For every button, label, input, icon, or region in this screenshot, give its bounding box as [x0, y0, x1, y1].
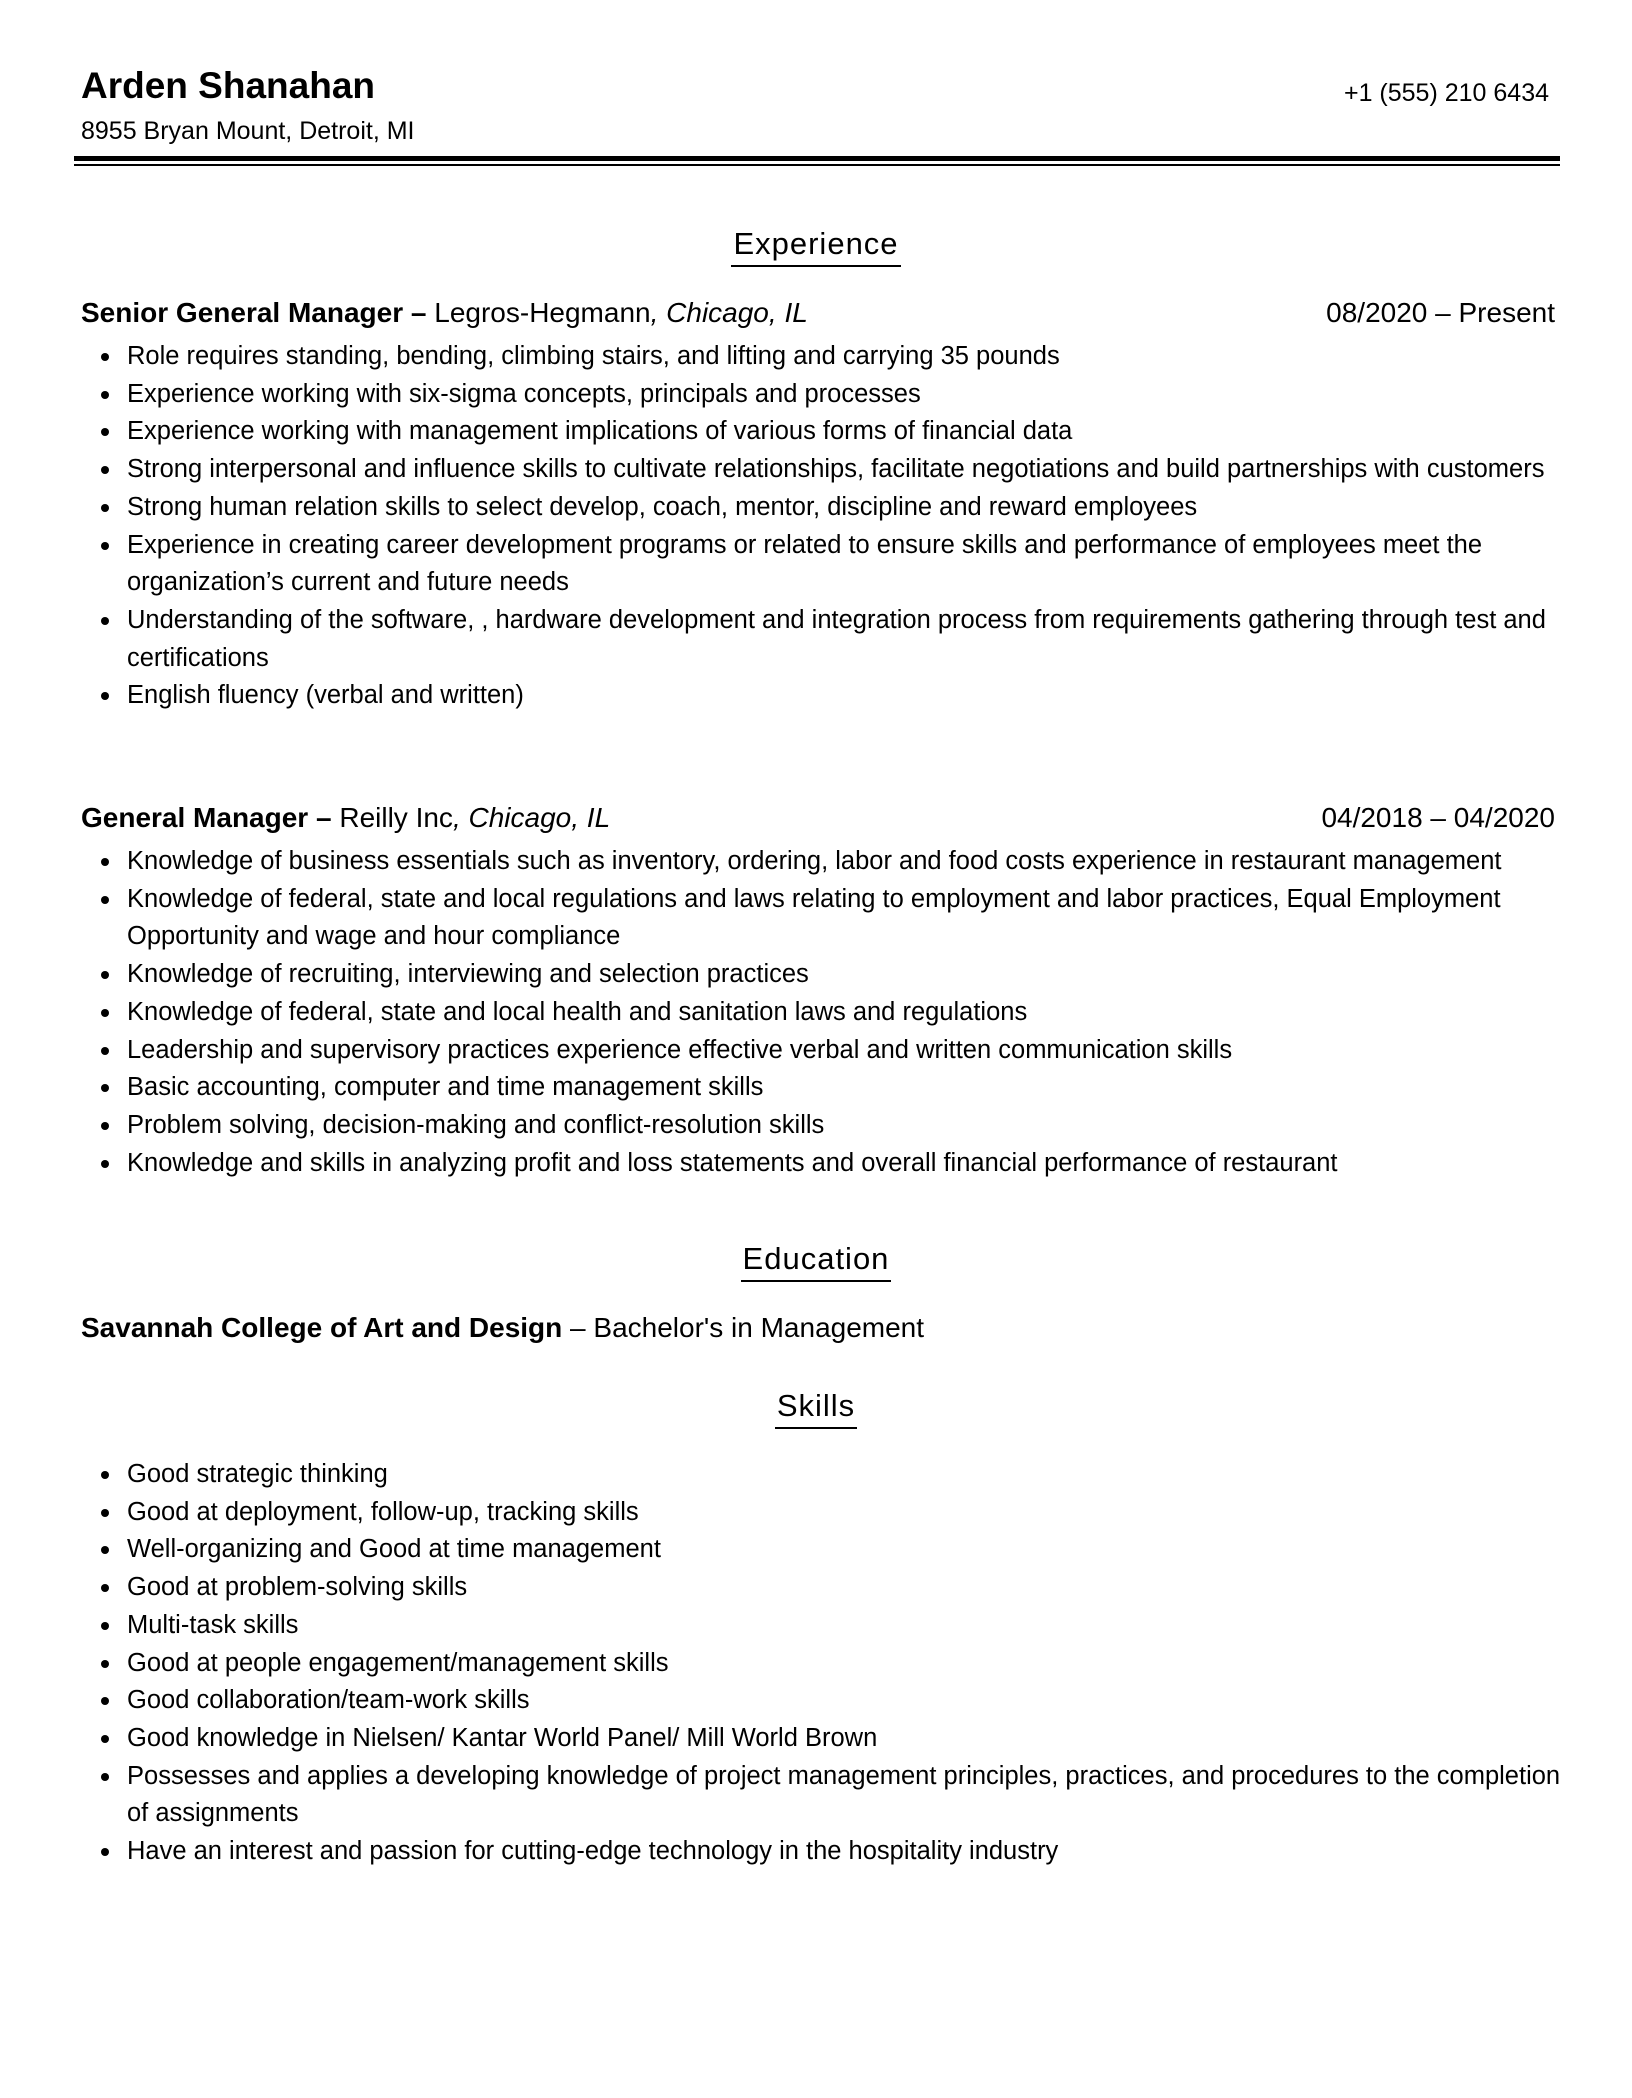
job-bullets-1 [81, 338, 1561, 715]
list-item: Strong human relation skills to select develop, coach, mentor, discipline and reward employees [81, 489, 1561, 527]
education-degree: – Bachelor's in Management [562, 1312, 925, 1343]
list-item: Knowledge and skills in analyzing profit and loss statements and overall financial performance of restaurant [81, 1145, 1561, 1183]
list-item: Good at deployment, follow-up, tracking skills [81, 1494, 1561, 1532]
job-location-2: , Chicago, IL [452, 802, 611, 833]
list-item: Knowledge of recruiting, interviewing and selection practices [81, 956, 1561, 994]
resume-header [81, 58, 1555, 158]
header-divider-thick [74, 156, 1560, 161]
job-title-2: General Manager – [81, 802, 332, 833]
list-item: Knowledge of business essentials such as inventory, ordering, labor and food costs experience in restaurant management [81, 843, 1561, 881]
list-item: Strong interpersonal and influence skills to cultivate relationships, facilitate negotiations and build partnerships with customers [81, 451, 1561, 489]
job-dates-2: 04/2018 – 04/2020 [1321, 802, 1555, 833]
job-company-2: Reilly Inc [339, 802, 453, 833]
job-bullets-2 [81, 843, 1561, 1182]
education-school: Savannah College of Art and Design [81, 1312, 563, 1343]
skills-heading [0, 1387, 1632, 1429]
candidate-name: Arden Shanahan [81, 65, 375, 106]
list-item: Possesses and applies a developing knowledge of project management principles, practices, and procedures to the completion of assignments [81, 1758, 1561, 1833]
list-item: Problem solving, decision-making and conflict-resolution skills [81, 1107, 1561, 1145]
candidate-phone: +1 (555) 210 6434 [1343, 79, 1549, 107]
skills-heading-text: Skills [775, 1387, 857, 1429]
job-location-1: , Chicago, IL [650, 297, 808, 328]
list-item: Knowledge of federal, state and local regulations and laws relating to employment and labor practices, Equal Employment Opportunity and wage and hour compliance [81, 881, 1561, 956]
job-company-1: Legros-Hegmann [434, 297, 651, 328]
list-item: English fluency (verbal and written) [81, 677, 1561, 715]
candidate-address: 8955 Bryan Mount, Detroit, MI [81, 117, 415, 145]
education-heading [0, 1240, 1632, 1282]
list-item: Well-organizing and Good at time management [81, 1531, 1561, 1569]
list-item: Experience in creating career development programs or related to ensure skills and performance of employees meet the organization’s current and future needs [81, 527, 1561, 602]
list-item: Good collaboration/team-work skills [81, 1682, 1561, 1720]
list-item: Leadership and supervisory practices experience effective verbal and written communication skills [81, 1032, 1561, 1070]
list-item: Understanding of the software, , hardware development and integration process from requirements gathering through test and certifications [81, 602, 1561, 677]
list-item: Good at problem-solving skills [81, 1569, 1561, 1607]
list-item: Good at people engagement/management skills [81, 1645, 1561, 1683]
job-title-1: Senior General Manager – [81, 297, 427, 328]
list-item: Knowledge of federal, state and local health and sanitation laws and regulations [81, 994, 1561, 1032]
job-title-line-1 [81, 295, 808, 331]
header-divider-thin [74, 164, 1560, 166]
job-header-1 [81, 295, 1555, 331]
education-entry [81, 1310, 1555, 1346]
list-item: Good knowledge in Nielsen/ Kantar World Panel/ Mill World Brown [81, 1720, 1561, 1758]
list-item: Multi-task skills [81, 1607, 1561, 1645]
job-dates-1: 08/2020 – Present [1326, 297, 1555, 328]
skills-list [81, 1456, 1561, 1871]
job-header-2 [81, 800, 1555, 836]
list-item: Basic accounting, computer and time management skills [81, 1069, 1561, 1107]
list-item: Experience working with management implications of various forms of financial data [81, 413, 1561, 451]
experience-heading [0, 225, 1632, 267]
education-heading-text: Education [741, 1240, 892, 1282]
list-item: Experience working with six-sigma concepts, principals and processes [81, 376, 1561, 414]
experience-heading-text: Experience [731, 225, 900, 267]
list-item: Good strategic thinking [81, 1456, 1561, 1494]
list-item: Have an interest and passion for cutting-edge technology in the hospitality industry [81, 1833, 1561, 1871]
job-title-line-2 [81, 800, 610, 836]
list-item: Role requires standing, bending, climbing stairs, and lifting and carrying 35 pounds [81, 338, 1561, 376]
